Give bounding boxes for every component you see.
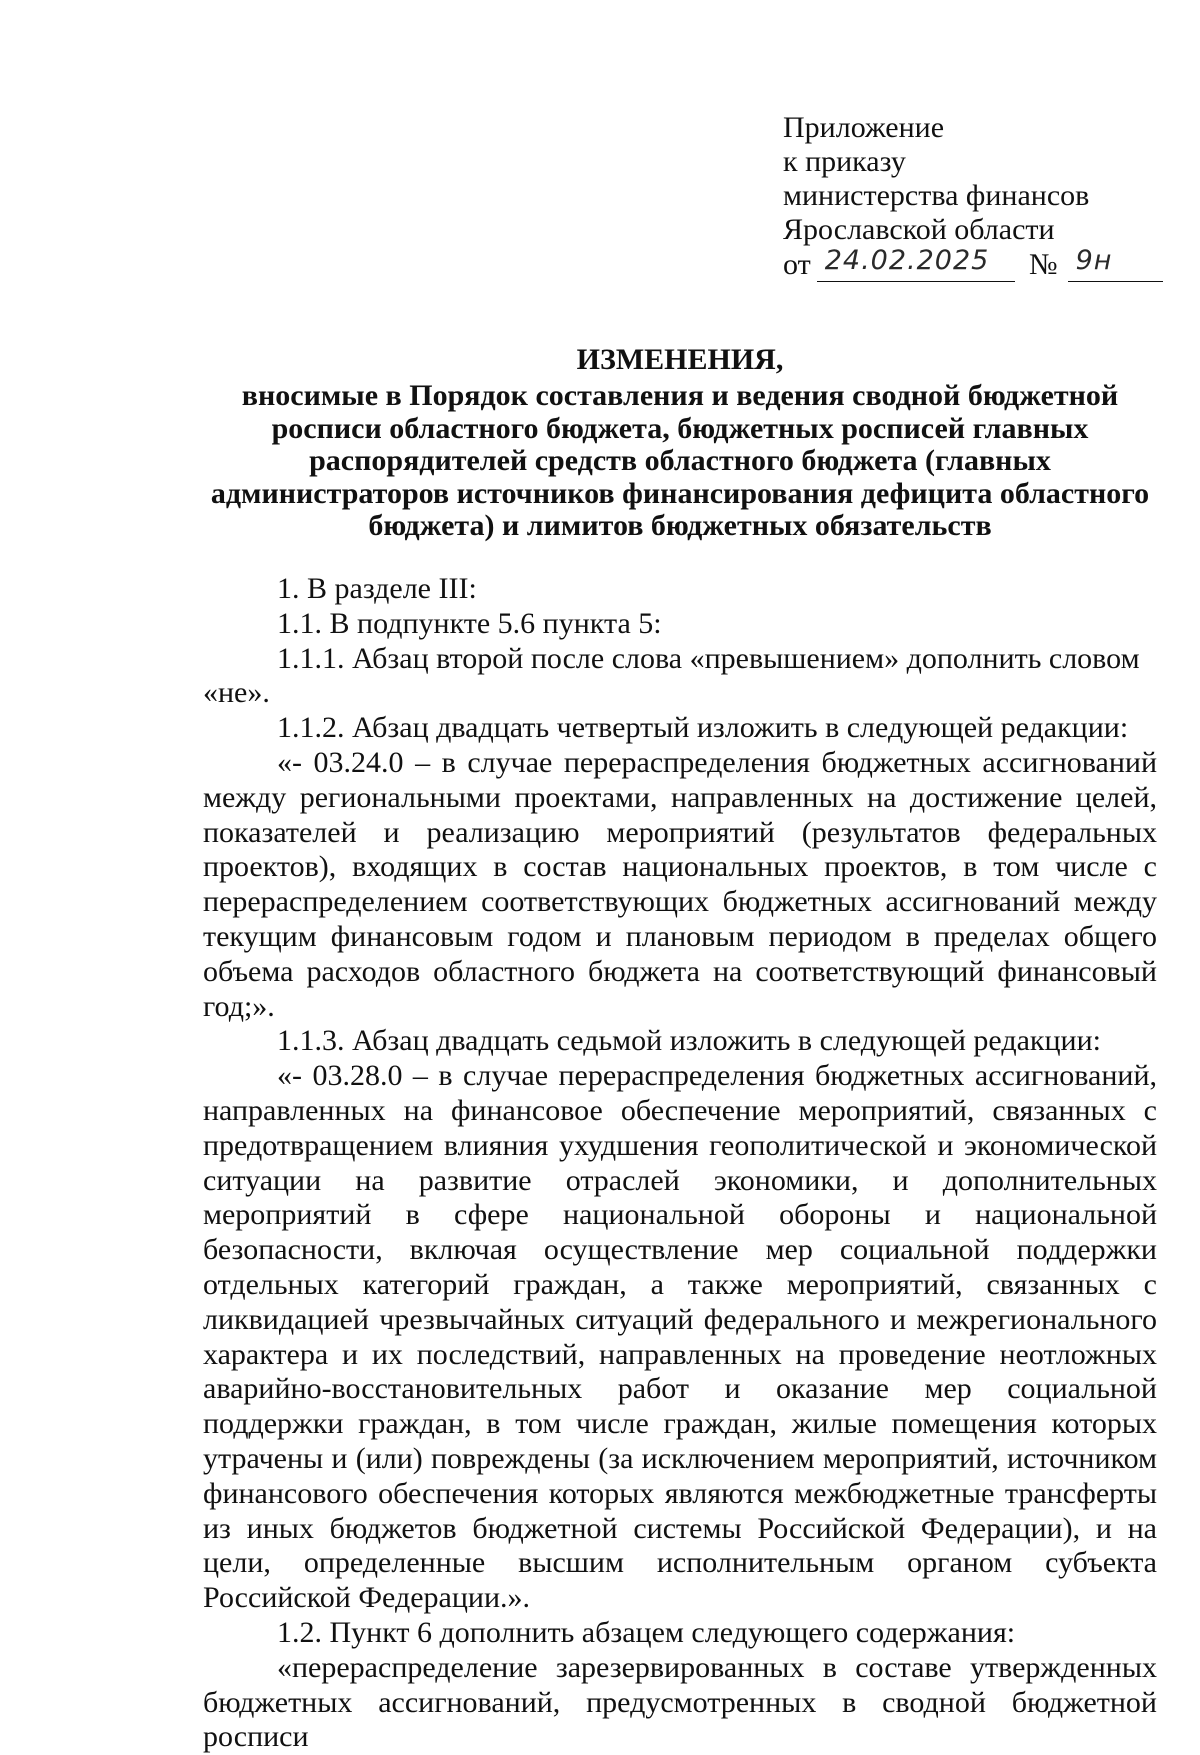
paragraph-7: «- 03.28.0 – в случае перераспределения бюджетных ассигнований, направленных на финансовое обеспечение мероприятий, связанных с предотвращением влияния ухудшения геополитической и экономической ситуации на развитие отраслей экономики, и дополнительных мероприятий в сфере национальной обороны и национальной безопасности, включая осуществление мер социальной поддержки отдельных категорий граждан, а также мероприятий, связанных с ликвидацией чрезвычайных ситуаций федерального и межрегионального характера и их последствий, направленных на проведение неотложных аварийно-восстановительных работ и оказание мер социальной поддержки граждан, в том числе граждан, жилые помещения которых утрачены и (или) повреждены (за исключением мероприятий, источником финансового обеспечения которых являются межбюджетные трансферты из иных бюджетов бюджетной системы Российской Федерации), и на цели, определенные высшим исполнительным органом субъекта Российской Федерации.». (203, 1059, 1157, 1615)
title-heading: ИЗМЕНЕНИЯ, (576, 343, 784, 376)
date-field (817, 247, 1015, 282)
annex-line-4: Ярославской области (783, 213, 1055, 246)
date-prefix: от (783, 248, 811, 281)
paragraph-5: «- 03.24.0 – в случае перераспределения бюджетных ассигнований между региональными проектами, направленных на достижение целей, показателей и реализацию мероприятий (результатов федеральных проектов), входящих в состав национальных проектов, в том числе с перераспределением соответствующих бюджетных ассигнований между текущим финансовым годом и плановым периодом в пределах общего объема расходов областного бюджета на соответствующий финансовый год;». (203, 745, 1157, 1023)
number-sign: № (1028, 248, 1058, 281)
paragraph-3: 1.1.1. Абзац второй после слова «превышением» дополнить словом «не». (203, 641, 1140, 710)
paragraph-4: 1.1.2. Абзац двадцать четвертый изложить в следующей редакции: (277, 711, 1129, 745)
annex-line-1: Приложение (783, 111, 945, 144)
title-subtitle: вносимые в Порядок составления и ведения сводной бюджетной росписи областного бюджета, бюджетных росписей главных распорядителей средств областного бюджета (главных администраторов источников финансирования дефицита областного бюджета) и лимитов бюджетных обязательств (210, 379, 1150, 542)
document-title (200, 343, 1160, 543)
annex-date-number-line (783, 247, 1163, 282)
number-field (1068, 247, 1163, 282)
document-body (203, 572, 1157, 1755)
paragraph-8: 1.2. Пункт 6 дополнить абзацем следующего содержания: (277, 1615, 1016, 1649)
handwritten-number: 9н (1075, 245, 1113, 276)
annex-line-3: министерства финансов (783, 179, 1090, 212)
annex-line-2: к приказу (783, 145, 906, 178)
annex-block (783, 111, 1163, 282)
paragraph-6: 1.1.3. Абзац двадцать седьмой изложить в следующей редакции: (277, 1024, 1102, 1058)
handwritten-date: 24.02.2025 (824, 245, 990, 276)
paragraph-1: 1. В разделе III: (277, 572, 477, 605)
paragraph-9: «перераспределение зарезервированных в составе утвержденных бюджетных ассигнований, предусмотренных в сводной бюджетной росписи (203, 1650, 1157, 1754)
paragraph-2: 1.1. В подпункте 5.6 пункта 5: (277, 606, 662, 640)
